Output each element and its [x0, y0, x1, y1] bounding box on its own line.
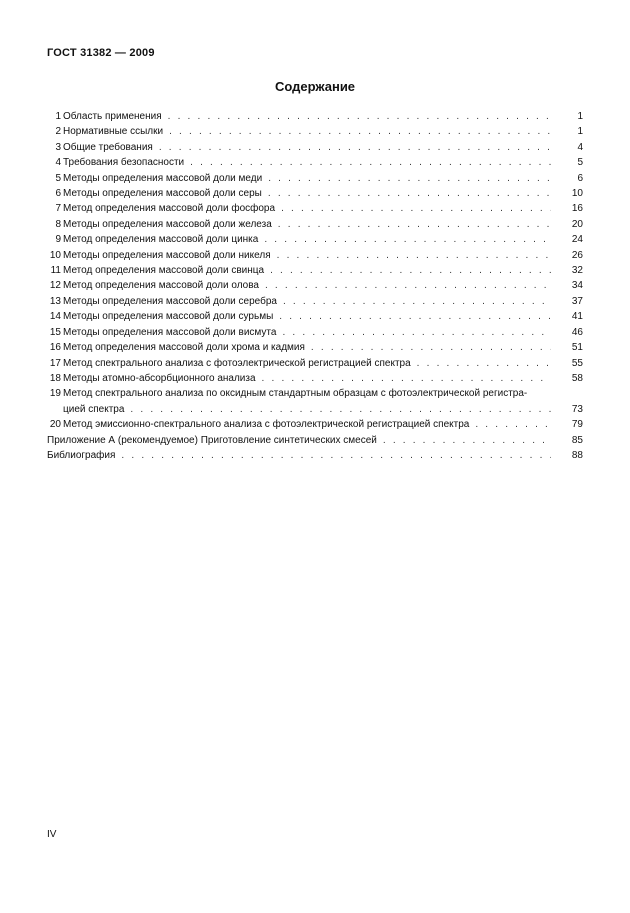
toc-entry-19-continuation[interactable]	[47, 402, 583, 417]
leader-dots	[268, 171, 551, 186]
leader-dots	[283, 294, 551, 309]
toc-page: 10	[571, 188, 583, 200]
leader-dots	[278, 217, 551, 232]
leader-dots	[270, 263, 551, 278]
toc-number: 13	[49, 295, 61, 307]
toc-entry-12[interactable]	[47, 278, 583, 293]
toc-entry-4[interactable]	[47, 155, 583, 170]
toc-title: Метод определения массовой доли фосфора	[63, 203, 276, 215]
leader-dots	[277, 248, 551, 263]
toc-title: Метод определения массовой доли хрома и кадмия	[63, 342, 305, 354]
toc-title: Нормативные ссылки	[63, 126, 164, 138]
leader-dots	[383, 433, 551, 448]
toc-page: 58	[571, 372, 583, 384]
toc-title: Методы определения массовой доли висмута	[63, 326, 277, 338]
toc-title: Метод определения массовой доли олова	[63, 280, 259, 292]
toc-title: Метод определения массовой доли свинца	[63, 265, 265, 277]
toc-title: Методы определения массовой доли меди	[63, 172, 263, 184]
leader-dots	[262, 371, 551, 386]
toc-number: 12	[49, 280, 61, 292]
toc-title: Приложение А (рекомендуемое) Приготовление синтетических смесей	[47, 434, 377, 446]
toc-page: 4	[577, 141, 583, 153]
toc-title-continuation: цией спектра	[63, 403, 125, 415]
toc-page: 34	[571, 280, 583, 292]
toc-title: Методы определения массовой доли серы	[63, 188, 262, 200]
toc-number: 8	[55, 218, 61, 230]
toc-entry-appendix[interactable]	[47, 433, 583, 448]
toc-entry-14[interactable]	[47, 309, 583, 324]
toc-title: Метод спектрального анализа с фотоэлектрической регистрацией спектра	[63, 357, 411, 369]
toc-page: 37	[571, 295, 583, 307]
toc-entry-3[interactable]	[47, 140, 583, 155]
toc-page: 88	[571, 449, 583, 461]
toc-title: Методы определения массовой доли серебра	[63, 295, 277, 307]
toc-number: 7	[55, 203, 61, 215]
toc-entry-bibliography[interactable]	[47, 448, 583, 463]
toc-number: 20	[49, 419, 61, 431]
toc-entry-2[interactable]	[47, 124, 583, 139]
toc-number: 14	[49, 311, 61, 323]
toc-title: Требования безопасности	[63, 157, 185, 169]
toc-number: 11	[50, 265, 61, 277]
toc-page: 16	[571, 203, 583, 215]
toc-title: Методы определения массовой доли железа	[63, 218, 272, 230]
table-of-contents	[47, 109, 583, 463]
toc-entry-7[interactable]	[47, 201, 583, 216]
toc-entry-1[interactable]	[47, 109, 583, 124]
toc-entry-9[interactable]	[47, 232, 583, 247]
toc-number: 2	[55, 126, 61, 138]
leader-dots	[281, 201, 551, 216]
leader-dots	[282, 325, 551, 340]
toc-number: 3	[55, 141, 61, 153]
toc-page: 73	[571, 403, 583, 415]
toc-title: Метод спектрального анализа по оксидным стандартным образцам с фотоэлектрической регистра-	[63, 388, 528, 400]
toc-page: 5	[577, 157, 583, 169]
leader-dots	[279, 309, 551, 324]
leader-dots	[169, 124, 551, 139]
toc-entry-8[interactable]	[47, 217, 583, 232]
leader-dots	[168, 109, 551, 124]
toc-number: 5	[55, 172, 61, 184]
leader-dots	[268, 186, 551, 201]
toc-page: 1	[577, 111, 583, 122]
toc-number: 10	[49, 249, 61, 261]
page-title: Содержание	[274, 79, 356, 94]
toc-page: 79	[571, 419, 583, 431]
toc-entry-19[interactable]	[47, 386, 583, 401]
toc-page: 1	[577, 126, 583, 138]
toc-page: 20	[571, 218, 583, 230]
toc-title: Методы атомно-абсорбционного анализа	[63, 372, 256, 384]
toc-number: 17	[49, 357, 61, 369]
leader-dots	[121, 448, 551, 463]
toc-page: 51	[571, 342, 583, 354]
toc-number: 9	[55, 234, 61, 246]
toc-entry-13[interactable]	[47, 294, 583, 309]
toc-entry-15[interactable]	[47, 325, 583, 340]
toc-title: Методы определения массовой доли сурьмы	[63, 311, 274, 323]
toc-number: 19	[49, 388, 61, 400]
toc-entry-20[interactable]	[47, 417, 583, 432]
toc-page: 85	[571, 434, 583, 446]
leader-dots	[475, 417, 551, 432]
toc-title: Область применения	[63, 111, 162, 122]
leader-dots	[311, 340, 551, 355]
toc-entry-17[interactable]	[47, 356, 583, 371]
leader-dots	[159, 140, 551, 155]
toc-entry-6[interactable]	[47, 186, 583, 201]
toc-number: 15	[49, 326, 61, 338]
toc-entry-10[interactable]	[47, 248, 583, 263]
toc-page: 46	[571, 326, 583, 338]
toc-page: 55	[571, 357, 583, 369]
toc-title: Библиография	[47, 449, 116, 461]
toc-number: 16	[49, 342, 61, 354]
toc-title: Методы определения массовой доли никеля	[63, 249, 271, 261]
toc-page: 6	[577, 172, 583, 184]
toc-title: Метод эмиссионно-спектрального анализа с фотоэлектрической регистрацией спектра	[63, 419, 470, 431]
toc-number: 6	[55, 188, 61, 200]
toc-entry-11[interactable]	[47, 263, 583, 278]
page-number: IV	[47, 829, 57, 840]
toc-page: 32	[571, 265, 583, 277]
toc-page: 26	[571, 249, 583, 261]
toc-page: 24	[571, 234, 583, 246]
toc-title: Общие требования	[63, 141, 153, 153]
toc-number: 18	[49, 372, 61, 384]
leader-dots	[417, 356, 551, 371]
leader-dots	[265, 278, 551, 293]
leader-dots	[264, 232, 551, 247]
toc-number: 4	[55, 157, 61, 169]
document-code: ГОСТ 31382 — 2009	[47, 47, 155, 59]
leader-dots	[190, 155, 551, 170]
toc-entry-18[interactable]	[47, 371, 583, 386]
leader-dots	[130, 402, 551, 417]
toc-number: 1	[55, 111, 61, 122]
toc-entry-16[interactable]	[47, 340, 583, 355]
toc-page: 41	[571, 311, 583, 323]
toc-entry-5[interactable]	[47, 171, 583, 186]
toc-title: Метод определения массовой доли цинка	[63, 234, 259, 246]
